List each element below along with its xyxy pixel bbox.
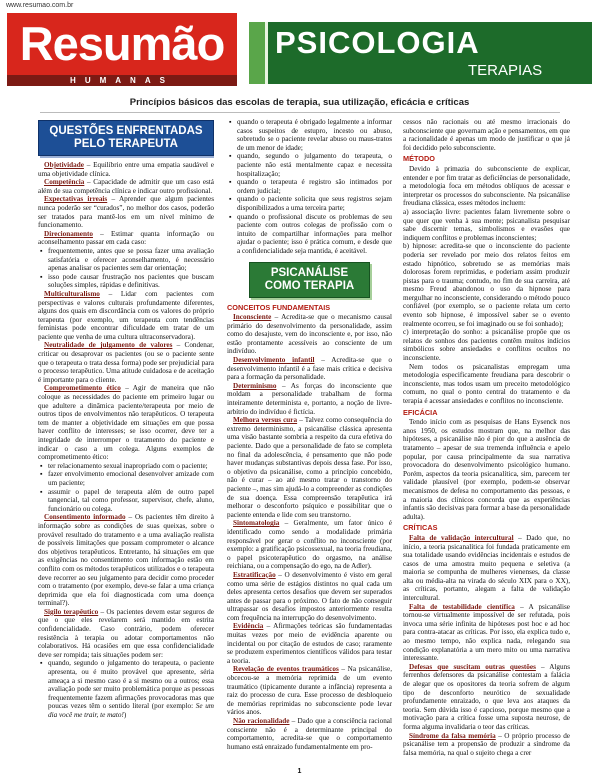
kw-defesas: Defesas que suscitam outras questões bbox=[409, 662, 536, 671]
section-box-psicanalise: PSICANÁLISE COMO TERAPIA bbox=[249, 262, 370, 298]
kw-nao-racionalidade: Não racionalidade bbox=[233, 717, 290, 725]
text-direcionamento: – Estimar quanta informação ou aconselhamento passar em cada caso: bbox=[38, 229, 214, 247]
paragraph: cessos não racionais ou até mesmo irracionais do subconsciente que governam ação e pensamentos, em que a racionalidade é apenas um modo de justificar o que já foi decidido pelo subconsciente. bbox=[403, 118, 570, 152]
title-stripe bbox=[249, 22, 265, 84]
text-defesas: – Alguns ferrenhos defensores da psicanálise contestam a falácia de alegar que os opositores da teoria sofrem de algum tipo de desconforto neurótico de sexualidade profundamente enraizado, o que leva aos ataques da teoria. Sem dúvida isso é capcioso, porque mesmo que a motivação para a crítica fosse uma suposta neurose, de forma alguma invalidaria o teor das críticas. bbox=[403, 662, 570, 731]
list-item: ▪ isso pode causar frustração nos pacientes que buscam soluções simples, rápidas e definitivas. bbox=[48, 273, 214, 290]
text-evidencia: – Afirmações teóricas são fundamentadas muitas vezes por meio de evidência aparente ou incidental ou por citação de estudos de caso; raramente se produzem experimentos científicos válidos para testar a teoria. bbox=[227, 622, 392, 665]
paragraph: b) hipnose: acredita-se que o inconsciente do paciente poderia ser revelado por meio dos relatos feitos em estado hipnótico, sobretudo se as memórias mais dolorosas forem reprimidas, e poderiam assim produzir pistas para o trauma; contudo, no fim de sua carreira, até mesmo Freud abandonou o uso da hipnose para mergulhar no inconsciente, considerando o método pouco confiável (por exemplo, se o paciente relata um certo evento sob hipnose, é impossível saber se o evento realmente ocorreu, se foi imaginado ou se foi sonhado); bbox=[403, 242, 570, 328]
list-item: ▪ fazer envolvimento emocional desenvolver amizade com um paciente; bbox=[48, 470, 214, 487]
kw-falta-validacao: Falta de validação intercultural bbox=[409, 533, 514, 542]
kw-neutralidade: Neutralidade de julgamento de valores bbox=[44, 341, 173, 350]
paragraph: a) associação livre: pacientes falam livremente sobre o que quer que venha à sua mente; psicanalista pesquisar sabe discernir temas, simbolismos e evasões que indiquem conflitos e problemas inconscientes; bbox=[403, 207, 570, 242]
kw-estratificacao: Estratificação bbox=[233, 570, 276, 579]
kw-melhora: Melhora versus cura bbox=[233, 416, 298, 425]
text-inconsciente: – Acredita-se que o mecanismo causal primário do desenvolvimento da personalidade, assim como do desajuste, vem do inconsciente e, por isso, não estão prontamente acessíveis ao consciente de um indivíduo. bbox=[227, 313, 392, 356]
heading-conceitos: CONCEITOS FUNDAMENTAIS bbox=[227, 302, 331, 312]
list-item: ▪ quando, segundo o julgamento do terapeuta, o paciente apresenta, ou é muito provável que apresente, séria ameaça a si mesmo caso é a si mesmo ou a outros; essa avaliação pode ser muito problemática porque as pessoas frequentemente fazem afirmações provocadoras mas que poucas vezes têm o sentido literal (por exemplo: Se um dia você me trair, te mato!) bbox=[48, 659, 214, 719]
text-neutralidade: – Condenar, criticar ou desaprovar os pacientes (ou se o paciente sente que o terapeuta o trata dessa forma) pode ser prejudicial para o processo terapêutico. Uma atitude cuidadosa e de aceitação é importante para o cliente. bbox=[38, 341, 214, 384]
kw-inconsciente: Inconsciente bbox=[233, 313, 272, 322]
text-falta-validacao: – Dado que, no início, a teoria psicanalítica foi fundada praticamente em sua totalidade usando evidências incidentais e estudos de casos de uma amostra muito pequena e seletiva (a maioria se compunha de mulheres vienenses, da classe alta ou média-alta na virada do século XIX para o XX), as críticas, portanto, alegam a falta de validação intercultural. bbox=[403, 533, 570, 603]
list-direcionamento bbox=[38, 247, 214, 290]
text-comprometimento: – Agir de maneira que não coloque as necessidades do paciente em primeiro lugar ou que adultere a dinâmica paciente/terapeuta por meio de outros tipos de envolvimentos não terapêuticos. O terapeuta tem de manter a objetividade em situações em que possa haver conflito de interesses; se isso ocorrer, deve ter a integridade de interromper o tratamento do paciente e indicar o caso a um colega. Alguns exemplos de comprometimento ético: bbox=[38, 384, 214, 462]
quote-text: Se um dia você me trair, te mato! bbox=[48, 702, 214, 719]
text-consentimento: – Os pacientes têm direito à informação sobre as condições de suas queixas, sobre o provável resultado do tratamento e a uma avaliação realista de possíveis limitações que possam comprometer o alcance dos objetivos terapêuticos. Entretanto, há situações em que as exigências no consentimento com informação estão em conflito com os métodos terapêuticos utilizados e o terapeuta deve recorrer ao seu julgamento para decidir como proceder com o tratamento (por exemplo, deve-se falar a uma criança deprimida que ela foi diagnosticada com uma doença terminal?). bbox=[38, 513, 214, 608]
paragraph: Tendo início com as pesquisas de Hans Eysenck nos anos 1950, os estudos mostram que, na melhor das hipóteses, a psicanálise não é pior do que a ausência de tratamento – apesar de sua tremenda influência e apelo popular, por causa principalmente da sua narrativa provocadora do desenvolvimento psicológico humano. Porém, aspectos da teoria psicanalítica, sim, parecem ter validade plausível (por exemplo, podem-se observar mecanismos de defesa no comportamento das pessoas, e a maioria dos clínicos concorda que as experiências infantis são decisivas para formar a base da personalidade adulta). bbox=[403, 418, 570, 521]
text-revelacao: – Na psicanálise, obcecou-se a memória reprimida de um evento traumático (tipicamente durante a infância) representa a raiz do processo de cura. Esse processo de desbloqueio de memórias reprimidas no subconsciente pode levar vários anos. bbox=[227, 665, 392, 717]
text-sigilo: – Os pacientes devem estar seguros de que o que eles revelarem será mantido em estrita confidencialidade. Caso contrário, podem oferecer resistência à terapia ou adotar comportamentos não colaborativos. Há ocasiões em que essa confidencialidade deve ser rompida; tais situações podem ser: bbox=[38, 607, 214, 659]
kw-sigilo: Sigilo terapêutico bbox=[44, 607, 99, 616]
text-sindrome: – O próprio processo de psicanálise tem a propensão de produzir a síndrome da falsa memória, na qual o sujeito chega a crer bbox=[403, 731, 570, 757]
kw-desenvolvimento: Desenvolvimento infantil bbox=[233, 356, 315, 365]
list-item: ▪ quando, segundo o julgamento do terapeuta, o paciente não está mentalmente capaz e necessita hospitalização; bbox=[237, 152, 392, 178]
list-sigilo bbox=[38, 659, 214, 719]
kw-consentimento: Consentimento informado bbox=[44, 513, 126, 522]
text-expectativas: – Aprender que algum pacientes nunca poderão ser “curados”, no melhor dos casos, poderão ser tratados para mantê-los em um nível mínimo de funcionamento. bbox=[38, 195, 214, 230]
text-sintomatologia: – Geralmente, um fator único é identificado como sendo a modalidade primária responsável por gerar o conflito no inconsciente (por exemplo: a gratificação psicossexual, na teoria freudiana, o papel psicoterapêutico do orgasmo, na análise reichiana, ou a compensação do ego, na de Adler). bbox=[227, 519, 392, 571]
kw-expectativas: Expectativas irreais bbox=[44, 195, 108, 204]
list-item: ▪ quando o terapeuta é obrigado legalmente a informar casos suspeitos de estupro, incesto ou abuso, sobretudo se o paciente revelar abuso ou maus-tratos de um menor de idade; bbox=[237, 118, 392, 152]
page-subtitle: TERAPIAS bbox=[468, 62, 543, 79]
heading-eficacia: EFICÁCIA bbox=[403, 407, 438, 417]
text-desenvolvimento: – Acredita-se que o desenvolvimento infantil é a fase mais crítica e decisiva para a formação da personalidade. bbox=[227, 356, 392, 382]
text-melhora: – Talvez como consequência do extremo determinismo, a psicanálise clássica apresenta uma visão bastante sombria a respeito da cura efetiva do paciente. Dado que a personalidade de fato se completa no final da adolescência, é pensamento que não pode haver mudanças substantivas depois dessa fase. Por isso, o objetivo da psicanálise, como a princípio concebido, não é curar – ao até mesmo tratar o transtorno do paciente –, mas sim ajudá-lo a compreender as condições de sua doença. Essa compreensão terapêutica irá melhorar o desconforto psíquico e possibilitar que o paciente entenda e lide com seu transtorno. bbox=[227, 416, 392, 519]
kw-determinismo: Determinismo bbox=[233, 381, 277, 390]
logo-wordmark: Resumão bbox=[7, 13, 237, 75]
text-falta-testabilidade: – A psicanálise tornou-se virtualmente impossível de ser refutada, pois invoca uma série infinita de hipóteses post hoc e ad hoc para contra-atacar as críticas. Por isso, ela explica tudo e, ao mesmo tempo, não explica nada, relegando sua condição explanatória a um mero mito ou uma narrativa interessante. bbox=[403, 602, 570, 663]
text-multiculturalismo: – Lidar com pacientes com perspectivas e valores culturais profundamente diferentes, alguns dos quais em discordância com os valores do próprio terapeuta (por exemplo, um terapeuta com tendências feministas pode encontrar dificuldade em tratar de um paciente que venha de uma cultura ultraconservadora). bbox=[38, 289, 214, 341]
kw-comprometimento: Comprometimento ético bbox=[44, 384, 121, 393]
site-url: www.resumao.com.br bbox=[6, 2, 74, 9]
kw-direcionamento: Direcionamento bbox=[44, 229, 93, 238]
page-number: 1 bbox=[297, 768, 302, 775]
text-nao-racionalidade: – Dado que a consciência racional consciente não é a determinante principal do comportamento, acredita-se que o comportamento humano está enraizado fundamentalmente em pro- bbox=[227, 717, 392, 751]
kw-sintomatologia: Sintomatologia bbox=[233, 519, 280, 528]
column-1 bbox=[38, 118, 214, 766]
text-competencia: – Capacidade de admitir que um caso está além de sua competência clínica e indicar outro profissional. bbox=[38, 178, 214, 195]
list-item: ▪ quando o terapeuta é registro são intimados por ordem judicial; bbox=[237, 178, 392, 195]
title-stripe-light bbox=[265, 22, 268, 84]
kw-objetividade: Objetividade bbox=[44, 161, 84, 169]
heading-criticas: CRÍTICAS bbox=[403, 523, 438, 533]
title-band bbox=[249, 22, 592, 84]
list-item: ▪ quando o profissional discute os problemas de seu paciente com outros colegas de profissão com o intuito de compartilhar informações para melhor ajudar o paciente; isso é prática comum, e desde que a confidencialidade seja mantida, é aceitável. bbox=[237, 213, 392, 256]
logo-subtitle: HUMANAS bbox=[7, 75, 237, 86]
column-3 bbox=[403, 118, 570, 766]
kw-revelacao: Revelação de eventos traumáticos bbox=[233, 665, 339, 674]
kw-multiculturalismo: Multiculturalismo bbox=[44, 289, 100, 298]
section-box-questoes: QUESTÕES ENFRENTADAS PELO TERAPEUTA bbox=[38, 120, 214, 156]
column-2 bbox=[227, 118, 392, 766]
kw-sindrome: Síndrome da falsa memória bbox=[409, 731, 496, 740]
paragraph: Devido à primazia do subconsciente de explicar, entender e por fim tratar as deficiências de personalidade, a metodologia foca em métodos oblíquos de acessar e interpretar os processos do subconsciente. Na psicanálise freudiana clássica, esses métodos incluem: bbox=[403, 164, 570, 208]
kw-competencia: Competência bbox=[44, 178, 85, 187]
paragraph: c) interpretação do sonho: a psicanálise propõe que os relatos de sonhos dos pacientes contêm muitos indícios simbólicos sobre ansiedades e conflitos ocultos no inconsciente. bbox=[403, 328, 570, 363]
list-item: ▪ assumir o papel de terapeuta além de outro papel tangencial, tal como professor, supervisor, chefe, aluno, funcionário ou colega. bbox=[48, 488, 214, 514]
list-item: ▪ frequentemente, antes que se possa fazer uma avaliação satisfatória e oferecer aconselhamento, é necessário apenas analisar os pacientes sem dar orientação; bbox=[48, 247, 214, 273]
text-determinismo: – As forças do inconsciente que moldam a personalidade trabalham de forma inteiramente determinista e, portanto, a noção de livre-arbítrio do indivíduo é fictícia. bbox=[227, 381, 392, 416]
text-objetividade: – Equilíbrio entre uma empatia saudável e uma objetividade clínica. bbox=[38, 161, 214, 178]
kw-falta-testabilidade: Falta de testabilidade científica bbox=[409, 602, 515, 611]
paragraph: Nem todos os psicanalistas empregam uma metodologia especificamente freudiana para descobrir o inconsciente, mas todos usam um preceito metodológico comum, no qual o ponto central do tratamento e da terapia é acessar ansiedades e conflitos no inconsciente. bbox=[403, 362, 570, 405]
intro-line: Princípios básicos das escolas de terapia, sua utilização, eficácia e críticas bbox=[129, 97, 470, 108]
heading-metodo: MÉTODO bbox=[403, 154, 435, 164]
list-item: ▪ quando o paciente solicita que seus registros sejam disponibilizados a uma terceira parte; bbox=[237, 195, 392, 212]
page-title: PSICOLOGIA bbox=[275, 25, 480, 60]
list-comprometimento bbox=[38, 462, 214, 514]
resumao-logo bbox=[7, 13, 237, 86]
list-sigilo-cont bbox=[227, 118, 392, 256]
divider bbox=[40, 112, 560, 113]
text-estratificacao: – O desenvolvimento é visto em geral como uma série de estágios distintos no qual cada um deles apresenta certos desafios que devem ser superados antes de passar para o próximo. O fato de não conseguir ultrapassar os desafios impostos anteriormente resulta com frequência na interrupção do desenvolvimento. bbox=[227, 570, 392, 622]
kw-evidencia: Evidência bbox=[233, 622, 264, 631]
list-item: ▪ ter relacionamento sexual inapropriado com o paciente; bbox=[48, 462, 214, 471]
